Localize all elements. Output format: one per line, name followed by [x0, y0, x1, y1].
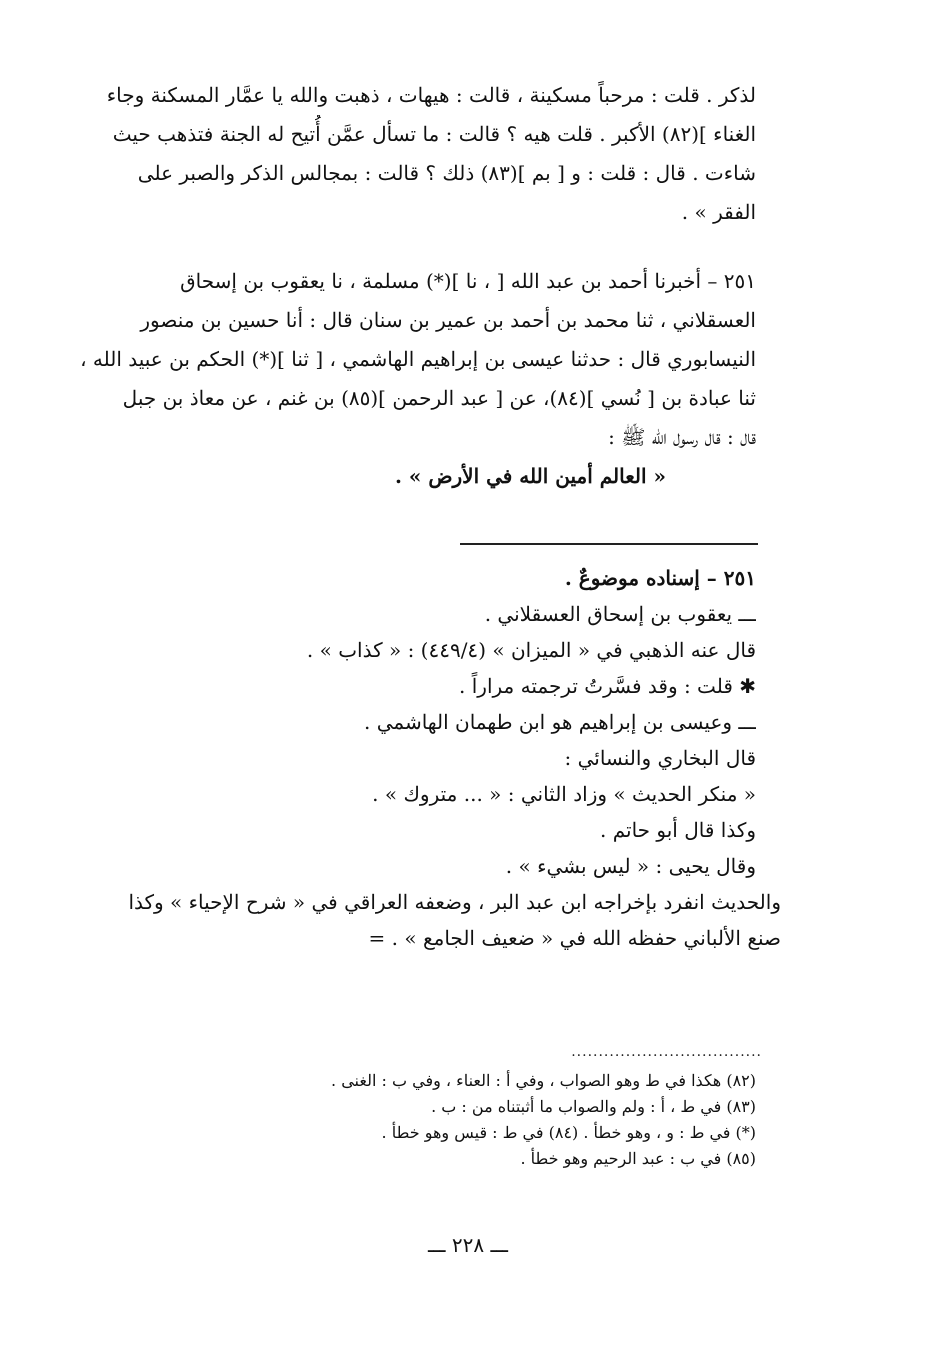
text-line: الفقر » . — [681, 200, 756, 224]
footnote-line: (٨٢) هكذا في ط وهو الصواب ، وفي أ : العناء ، وفي ب : الغنى . — [331, 1071, 756, 1090]
note-line: ✱ قلت : وقد فسَّرتُ ترجمته مراراً . — [459, 674, 756, 698]
hadith-251 — [56, 262, 756, 496]
footnote-separator: ................................... — [571, 1044, 762, 1060]
page-number: ـــ ٢٢٨ ـــ — [427, 1233, 509, 1257]
text-line: النيسابوري قال : حدثنا عيسى بن إبراهيم الهاشمي ، [ ثنا ](*) الحكم بن عبيد الله ، — [80, 347, 756, 371]
notes-heading: ٢٥١ – إسناده موضوعٌ . — [564, 566, 756, 590]
note-line: ـــ وعيسى بن إبراهيم هو ابن طهمان الهاشمي . — [364, 710, 756, 734]
footnote-line: (*) في ط : و ، وهو خطأ . (٨٤) في ط : قيس وهو خطأ . — [381, 1123, 756, 1142]
footnote-line: (٨٣) في ط ، أ : ولم والصواب ما أثبتناه من : ب . — [431, 1097, 756, 1116]
text-line: لذكر . قلت : مرحباً مسكينة ، قالت : هيهات ، ذهبت والله يا عمَّار المسكنة وجاء — [106, 83, 756, 107]
text-line: شاءت . قال : قلت : و [ بم ](٨٣) ذلك ؟ قالت : بمجالس الذكر والصبر على — [137, 161, 756, 185]
note-line: صنع الألباني حفظه الله في « ضعيف الجامع » . = — [368, 926, 781, 950]
note-line: قال عنه الذهبي في « الميزان » (٤٤٩/٤) : « كذاب » . — [306, 638, 756, 662]
text-line: الغناء ](٨٢) الأكبر . قلت هيه ؟ قالت : ما تسأل عمَّن أُتيح له الجنة فتذهب حيث — [112, 122, 756, 146]
note-line: ـــ يعقوب بن إسحاق العسقلاني . — [484, 602, 756, 626]
text-line: العسقلاني ، ثنا محمد بن أحمد بن عمير بن سنان قال : أنا حسين بن منصور — [140, 308, 756, 332]
note-line: وقال يحيى : « ليس بشيء » . — [505, 854, 756, 878]
passage-continuation — [56, 76, 756, 232]
takhrij-notes — [56, 560, 781, 956]
section-divider — [460, 543, 758, 545]
note-line: والحديث انفرد بإخراجه ابن عبد البر ، وضعفه العراقي في « شرح الإحياء » وكذا — [128, 890, 781, 914]
text-line: ثنا عبادة بن [ نُسي ](٨٤)، عن [ عبد الرحمن ](٨٥) بن غنم ، عن معاذ بن جبل — [122, 386, 756, 410]
footnotes — [56, 1068, 756, 1172]
note-line: قال البخاري والنسائي : — [564, 746, 756, 770]
text-line: ٢٥١ – أخبرنا أحمد بن عبد الله [ ، نا ](*) مسلمة ، نا يعقوب بن إسحاق — [180, 269, 756, 293]
note-line: وكذا قال أبو حاتم . — [600, 818, 756, 842]
hadith-text: « العالم أمين الله في الأرض » . — [394, 464, 666, 488]
footnote-line: (٨٥) في ب : عبد الرحيم وهو خطأ . — [520, 1149, 756, 1168]
note-line: « منكر الحديث » وزاد الثاني : « ... متروك » . — [372, 782, 756, 806]
text-line: قال : قال رسول الله ﷺ : — [608, 425, 756, 449]
